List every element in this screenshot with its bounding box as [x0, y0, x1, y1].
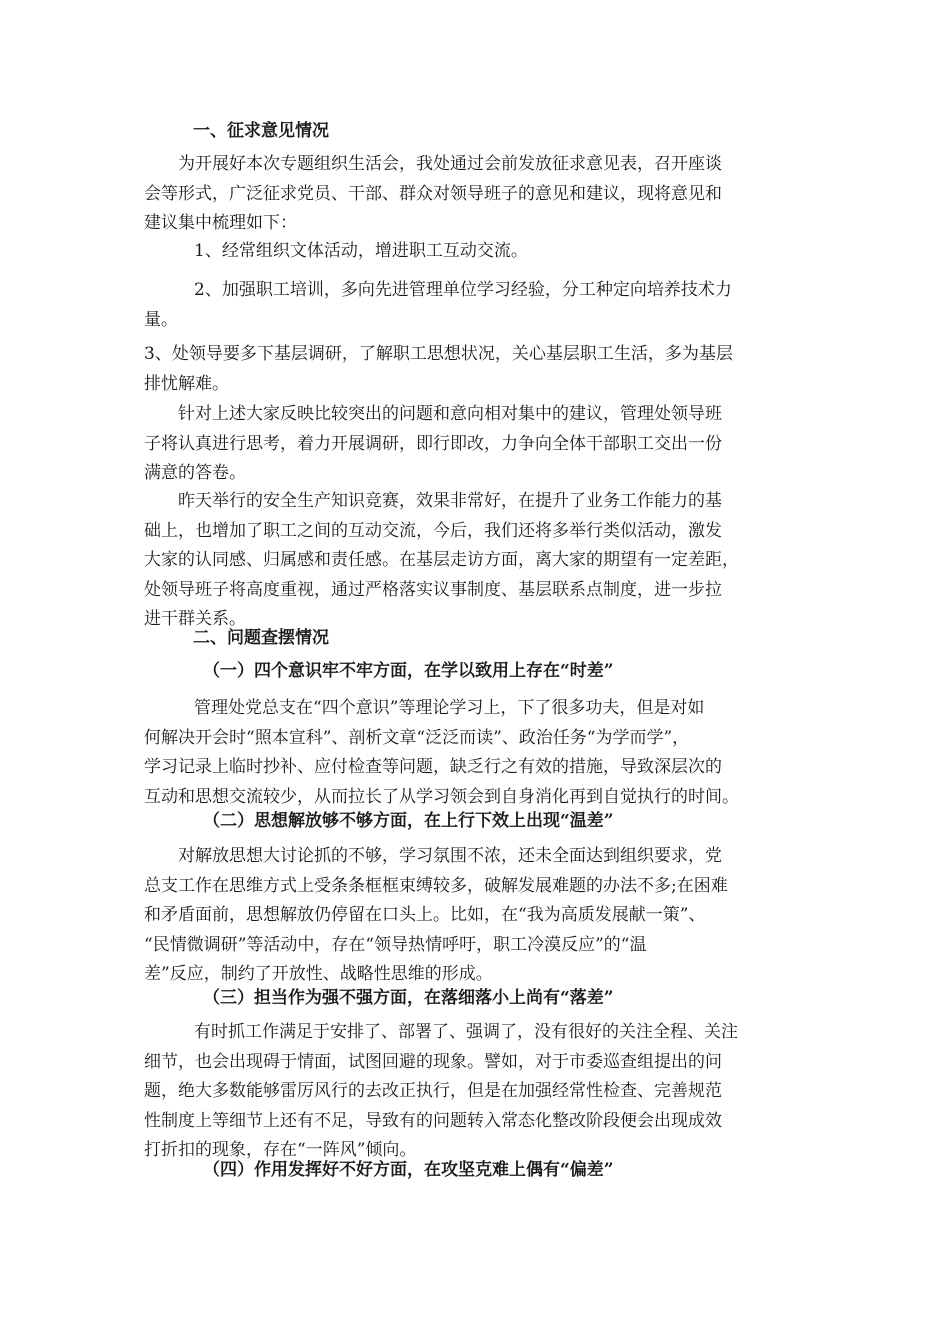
text-line: 大家的认同感、归属感和责任感。在基层走访方面，离大家的期望有一定差距，	[144, 550, 739, 571]
text-line: 差”反应，制约了开放性、战略性思维的形成。	[144, 964, 493, 985]
text-line: 础上，也增加了职工之间的互动交流，今后，我们还将多举行类似活动，激发	[144, 520, 722, 541]
list-item-1	[144, 237, 806, 267]
text-line: 对解放思想大讨论抓的不够，学习氛围不浓，还未全面达到组织要求，党	[178, 846, 722, 866]
subsection-2-body	[144, 842, 806, 990]
text-line: 题，绝大多数能够雷厉风行的去改正执行，但是在加强经常性检查、完善规范	[144, 1081, 722, 1102]
list-item-3	[144, 340, 806, 399]
text-line: 2、加强职工培训，多向先进管理单位学习经验，分工种定向培养技术力	[194, 280, 732, 300]
text-line: 何解决开会时“照本宣科”、剖析文章“泛泛而读”、政治任务“为学而学”，	[144, 727, 690, 748]
contest-paragraph	[144, 487, 806, 635]
text-line: 昨天举行的安全生产知识竞赛，效果非常好，在提升了业务工作能力的基	[178, 491, 722, 511]
subsection-heading-4: （四）作用发挥好不好方面，在攻坚克难上偶有“偏差”	[203, 1160, 614, 1180]
subsection-heading-2: （二）思想解放够不够方面，在上行下效上出现“温差”	[203, 811, 614, 831]
text-line: 学习记录上临时抄补、应付检查等问题，缺乏行之有效的措施，导致深层次的	[144, 757, 722, 778]
response-paragraph	[144, 400, 806, 489]
subsection-1-body	[144, 694, 806, 812]
intro-paragraph	[144, 150, 806, 239]
text-line: 1、经常组织文体活动，增进职工互动交流。	[194, 241, 528, 261]
text-line: 会等形式，广泛征求党员、干部、群众对领导班子的意见和建议，现将意见和	[144, 183, 722, 204]
text-line: 针对上述大家反映比较突出的问题和意向相对集中的建议，管理处领导班	[178, 404, 722, 424]
text-line: 量。	[144, 309, 178, 330]
section-heading-2: 二、问题查摆情况	[193, 628, 329, 648]
text-line: 打折扣的现象，存在“一阵风”倾向。	[144, 1140, 417, 1161]
text-line: 子将认真进行思考，着力开展调研，即行即改，力争向全体干部职工交出一份	[144, 433, 722, 454]
text-line: 建议集中梳理如下：	[144, 213, 297, 234]
text-line: 3、处领导要多下基层调研，了解职工思想状况，关心基层职工生活，多为基层	[144, 344, 733, 364]
text-line: 处领导班子将高度重视，通过严格落实议事制度、基层联系点制度，进一步拉	[144, 579, 722, 600]
text-line: 排忧解难。	[144, 373, 229, 394]
section-heading-1: 一、征求意见情况	[193, 121, 329, 141]
text-line: 为开展好本次专题组织生活会，我处通过会前发放征求意见表，召开座谈	[178, 154, 722, 174]
subsection-heading-1: （一）四个意识牢不牢方面，在学以致用上存在“时差”	[203, 661, 614, 681]
subsection-3-body	[144, 1018, 806, 1166]
text-line: 进干群关系。	[144, 609, 246, 630]
text-line: 总支工作在思维方式上受条条框框束缚较多，破解发展难题的办法不多;在困难	[144, 875, 728, 896]
text-line: 和矛盾面前，思想解放仍停留在口头上。比如，在“我为高质发展献一策”、	[144, 905, 706, 926]
text-line: “民情微调研”等活动中，存在“领导热情呼吁，职工冷漠反应”的“温	[144, 934, 647, 955]
text-line: 管理处党总支在“四个意识”等理论学习上，下了很多功夫，但是对如	[194, 698, 705, 718]
list-item-2	[144, 276, 806, 335]
text-line: 性制度上等细节上还有不足，导致有的问题转入常态化整改阶段便会出现成效	[144, 1110, 722, 1131]
text-line: 细节，也会出现碍于情面，试图回避的现象。譬如，对于市委巡查组提出的问	[144, 1051, 722, 1072]
text-line: 满意的答卷。	[144, 463, 246, 484]
subsection-heading-3: （三）担当作为强不强方面，在落细落小上尚有“落差”	[203, 988, 614, 1008]
text-line: 互动和思想交流较少，从而拉长了从学习领会到自身消化再到自觉执行的时间。	[144, 786, 739, 807]
text-line: 有时抓工作满足于安排了、部署了、强调了，没有很好的关注全程、关注	[194, 1022, 738, 1042]
